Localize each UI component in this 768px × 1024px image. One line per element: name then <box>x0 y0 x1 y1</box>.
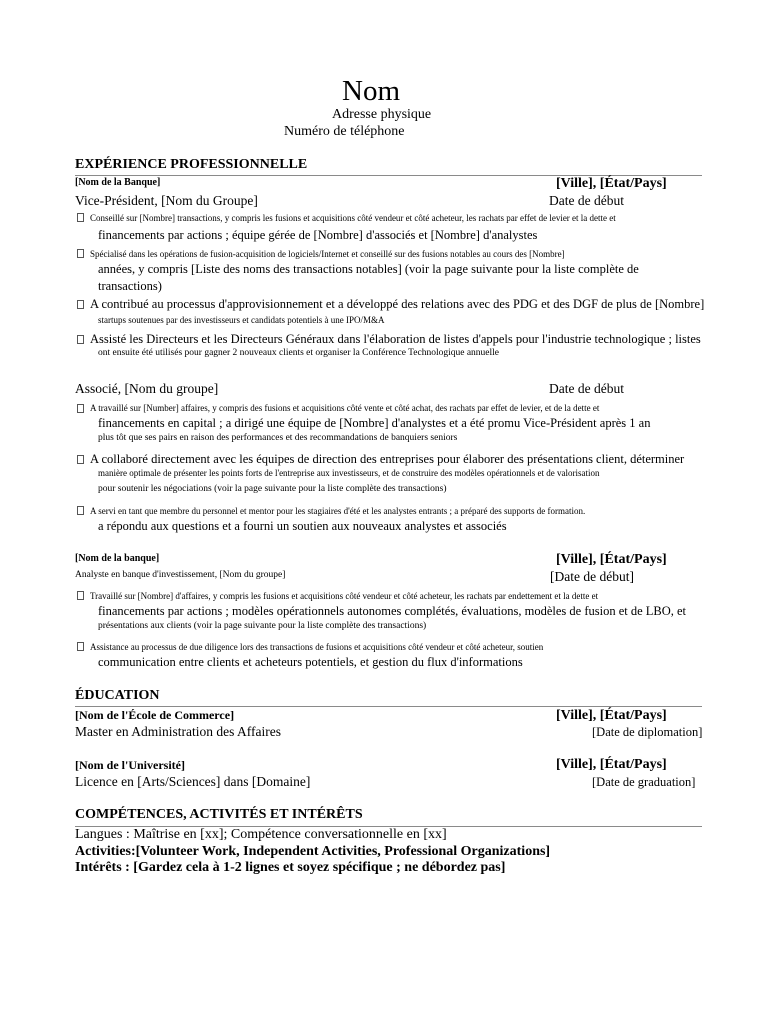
resume-address: Adresse physique <box>332 107 432 122</box>
bullet-box-icon <box>77 335 84 344</box>
bullet-text: Travaillé sur [Nombre] d'affaires, y compris les fusions et acquisitions côté vendeur et côté acheteur, les rachats par endettement et la dette et <box>90 591 599 601</box>
bullet-box-icon <box>77 455 84 464</box>
school-location: [Ville], [État/Pays] <box>556 708 667 723</box>
bullet-box-icon <box>77 642 84 651</box>
bullet-box-icon <box>77 249 84 258</box>
bullet-text: startups soutenues par des investisseurs et candidats potentiels à une IPO/M&A <box>98 315 385 325</box>
bullet-text: a répondu aux questions et a fourni un soutien aux nouveaux analystes et associés <box>98 519 507 533</box>
bullet-box-icon <box>77 404 84 413</box>
degree-date: [Date de graduation] <box>592 775 696 789</box>
bullet-text: Conseillé sur [Nombre] transactions, y compris les fusions et acquisitions côté vendeur et côté acheteur, les rachats par effet de levier et la dette et <box>90 213 616 223</box>
bullet-text: financements en capital ; a dirigé une équipe de [Nombre] d'analystes et a été promu Vice-Président après 1 an <box>98 416 651 430</box>
bullet-text: Assistance au processus de due diligence lors des transactions de fusions et acquisitions côté vendeur et côté acheteur, soutien <box>90 642 544 652</box>
degree-name: Licence en [Arts/Sciences] dans [Domaine] <box>75 774 311 789</box>
employer-name: [Nom de la banque] <box>75 553 160 564</box>
bullet-text: A travaillé sur [Number] affaires, y compris des fusions et acquisitions côté vente et côté achat, des rachats par effet de levier, et de la dette et <box>90 403 600 413</box>
degree-name: Master en Administration des Affaires <box>75 724 281 739</box>
bullet-box-icon <box>77 591 84 600</box>
resume-phone: Numéro de téléphone <box>284 124 405 139</box>
bullet-text: Spécialisé dans les opérations de fusion-acquisition de logiciels/Internet et conseillé sur des fusions notables au cours des [Nombre] <box>90 249 565 259</box>
employer-location: [Ville], [État/Pays] <box>556 176 667 191</box>
school-name: [Nom de l'École de Commerce] <box>75 708 235 722</box>
bullet-text: transactions) <box>98 279 162 293</box>
bullet-text: ont ensuite été utilisés pour gagner 2 nouveaux clients et organiser la Conférence Technologique annuelle <box>98 348 500 358</box>
bullet-box-icon <box>77 300 84 309</box>
skills-activities: Activities:[Volunteer Work, Independent Activities, Professional Organizations] <box>75 844 551 859</box>
bullet-text: A contribué au processus d'approvisionnement et a développé des relations avec des PDG et des DGF de plus de [Nombre] <box>90 297 705 311</box>
job-title: Vice-Président, [Nom du Groupe] <box>75 193 258 208</box>
section-title-education: ÉDUCATION <box>75 688 160 703</box>
bullet-text: A servi en tant que membre du personnel et mentor pour les stagiaires d'été et les analystes entrants ; a préparé des supports de formation. <box>90 506 586 516</box>
job-date: [Date de début] <box>550 569 634 584</box>
employer-location: [Ville], [État/Pays] <box>556 552 667 567</box>
bullet-text: pour soutenir les négociations (voir la page suivante pour la liste complète des transactions) <box>98 484 447 494</box>
bullet-text: plus tôt que ses pairs en raison des performances et des recommandations de banquiers seniors <box>98 433 458 443</box>
bullet-text: années, y compris [Liste des noms des transactions notables] (voir la page suivante pour la liste complète de <box>98 262 639 276</box>
bullet-text: communication entre clients et acheteurs potentiels, et gestion du flux d'informations <box>98 655 523 669</box>
bullet-text: Assisté les Directeurs et les Directeurs Généraux dans l'élaboration de listes d'appels pour l'industrie technologique ; listes <box>90 332 701 346</box>
job-date: Date de début <box>549 193 624 208</box>
bullet-box-icon <box>77 506 84 515</box>
job-date: Date de début <box>549 381 624 396</box>
degree-date: [Date de diplomation] <box>592 725 703 739</box>
school-location: [Ville], [État/Pays] <box>556 757 667 772</box>
skills-languages: Langues : Maîtrise en [xx]; Compétence conversationnelle en [xx] <box>75 827 447 842</box>
school-name: [Nom de l'Université] <box>75 758 185 772</box>
bullet-text: A collaboré directement avec les équipes de direction des entreprises pour élaborer des présentations client, déterminer <box>90 452 685 466</box>
section-divider <box>75 706 702 707</box>
job-title: Associé, [Nom du groupe] <box>75 381 219 396</box>
job-title: Analyste en banque d'investissement, [Nom du groupe] <box>75 570 286 580</box>
bullet-text: présentations aux clients (voir la page suivante pour la liste complète des transactions) <box>98 621 427 631</box>
section-title-experience: EXPÉRIENCE PROFESSIONNELLE <box>75 157 308 172</box>
skills-interests: Intérêts : [Gardez cela à 1-2 lignes et soyez spécifique ; ne débordez pas] <box>75 860 506 875</box>
resume-name: Nom <box>342 75 400 107</box>
bullet-box-icon <box>77 213 84 222</box>
section-title-skills: COMPÉTENCES, ACTIVITÉS ET INTÉRÊTS <box>75 807 363 822</box>
bullet-text: financements par actions ; modèles opérationnels autonomes complétés, évaluations, modèles de fusion et de LBO, et <box>98 604 687 618</box>
employer-name: [Nom de la Banque] <box>75 177 161 188</box>
bullet-text: manière optimale de présenter les points forts de l'entreprise aux investisseurs, et de construire des modèles opérationnels et de valorisation <box>98 468 600 478</box>
bullet-text: financements par actions ; équipe gérée de [Nombre] d'associés et [Nombre] d'analystes <box>98 228 538 242</box>
